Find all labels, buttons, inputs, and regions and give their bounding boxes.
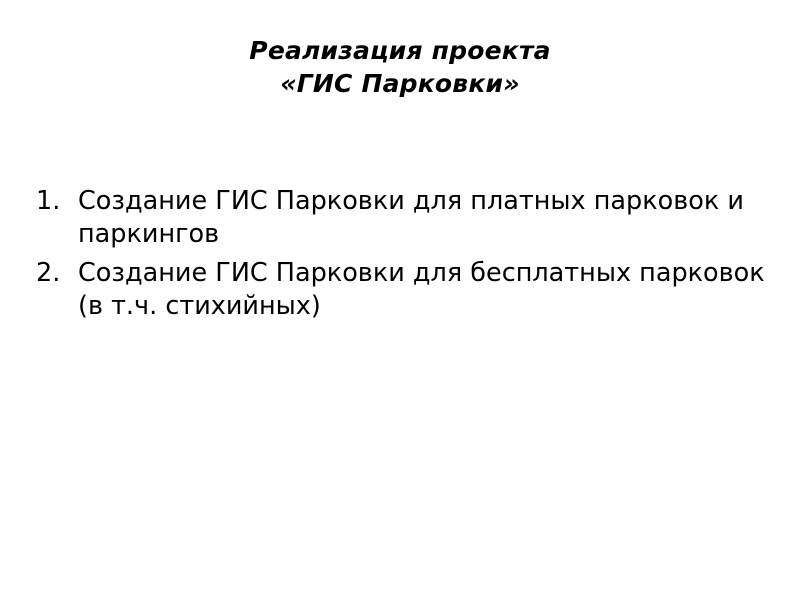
- page-title-line-2: «ГИС Парковки»: [280, 69, 520, 98]
- page-title: [60, 34, 740, 100]
- page-title-line-1: Реализация проекта: [249, 36, 551, 65]
- list-item-marker: 1.: [36, 186, 61, 216]
- list-item: [30, 185, 770, 251]
- slide-content: [30, 185, 770, 330]
- list-item: [30, 257, 770, 323]
- list-item-text: Создание ГИС Парковки для бесплатных парковок (в т.ч. стихийных): [78, 258, 765, 322]
- numbered-list: [30, 185, 770, 324]
- list-item-marker: 2.: [36, 258, 61, 289]
- list-item-text: Создание ГИС Парковки для платных парковок и паркингов: [78, 186, 744, 250]
